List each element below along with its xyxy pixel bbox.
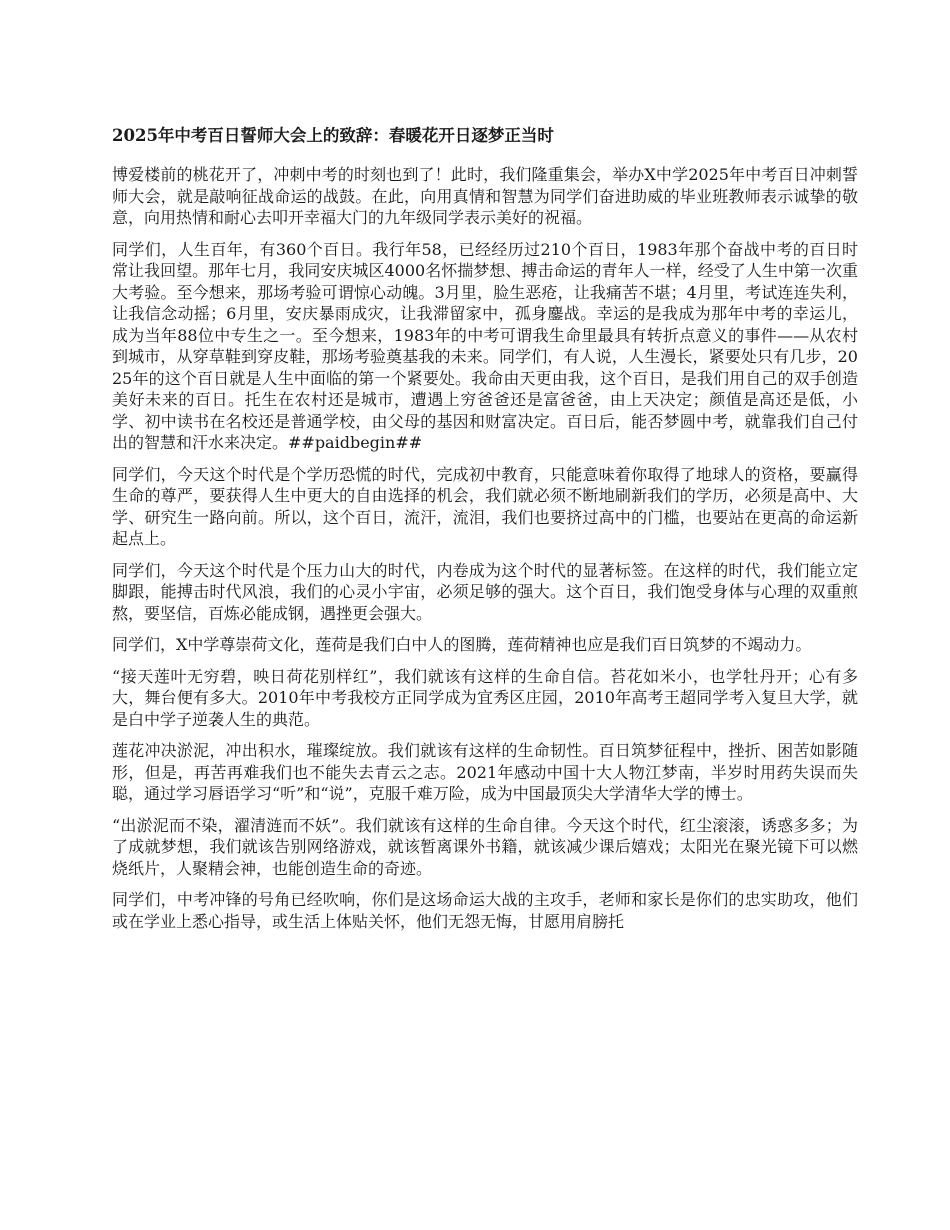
- paragraph-self-discipline: “出淤泥而不染，濯清涟而不妖”。我们就该有这样的生命自律。今天这个时代，红尘滚滚，诱惑多多；为了成就梦想，我们就该告别网络游戏，就该暂离课外书籍，就该减少课后嬉戏；太阳光在聚光镜下可以燃烧纸片，人聚精会神，也能创造生命的奇迹。: [112, 815, 858, 878]
- document-page: [112, 124, 858, 942]
- paragraph-call-to-action: 同学们，中考冲锋的号角已经吹响，你们是这场命运大战的主攻手，老师和家长是你们的忠实助攻，他们或在学业上悉心指导，或生活上体贴关怀，他们无怨无悔，甘愿用肩膀托: [112, 890, 858, 931]
- paragraph-self-confidence: “接天莲叶无穷碧，映日荷花别样红”，我们就该有这样的生命自信。苔花如米小，也学牡丹开；心有多大，舞台便有多大。2010年中考我校方正同学成为宜秀区庄园，2010年高考王超同学考入复旦大学，就是白中学子逆袭人生的典范。: [112, 666, 858, 729]
- paragraph-education-era: 同学们，今天这个时代是个学历恐慌的时代，完成初中教育，只能意味着你取得了地球人的资格，要赢得生命的尊严，要获得人生中更大的自由选择的机会，我们就必须不断地刷新我们的学历，必须是高中、大学、研究生一路向前。所以，这个百日，流汗，流泪，我们也要挤过高中的门槛，也要站在更高的命运新起点上。: [112, 464, 858, 548]
- paragraph-personal-story: 同学们，人生百年，有360个百日。我行年58，已经经历过210个百日，1983年那个奋战中考的百日时常让我回望。那年七月，我同安庆城区4000名怀揣梦想、搏击命运的青年人一样，经受了人生中第一次重大考验。至今想来，那场考验可谓惊心动魄。3月里，脸生恶疮，让我痛苦不堪；4月里，考试连连失利，让我信念动摇；6月里，安庆暴雨成灾，让我滞留家中，孤身鏖战。幸运的是我成为那年中考的幸运儿，成为当年88位中专生之一。至今想来，1983年的中考可谓我生命里最具有转折点意义的事件——从农村到城市，从穿草鞋到穿皮鞋，那场考验奠基我的未来。同学们，有人说，人生漫长，紧要处只有几步，2025年的这个百日就是人生中面临的第一个紧要处。我命由天更由我，这个百日，是我们用自己的双手创造美好未来的百日。托生在农村还是城市，遭遇上穷爸爸还是富爸爸，由上天决定；颜值是高还是低，小学、初中读书在名校还是普通学校，由父母的基因和财富决定。百日后，能否梦圆中考，就靠我们自己付出的智慧和汗水来决定。##paidbegin##: [112, 239, 858, 452]
- paragraph-lotus-culture: 同学们，X中学尊崇荷文化，莲荷是我们白中人的图腾，莲荷精神也应是我们百日筑梦的不竭动力。: [112, 635, 812, 654]
- paragraph-resilience: 莲花冲决淤泥，冲出积水，璀璨绽放。我们就该有这样的生命韧性。百日筑梦征程中，挫折、困苦如影随形，但是，再苦再难我们也不能失去青云之志。2021年感动中国十大人物江梦南，半岁时用药失误而失聪，通过学习唇语学习“听”和“说”，克服千难万险，成为中国最顶尖大学清华大学的博士。: [112, 741, 858, 803]
- paragraph-pressure-era: 同学们，今天这个时代是个压力山大的时代，内卷成为这个时代的显著标签。在这样的时代，我们能立定脚跟，能搏击时代风浪，我们的心灵小宇宙，必须足够的强大。这个百日，我们饱受身体与心理的双重煎熬，要坚信，百炼必能成钢，遇挫更会强大。: [112, 560, 858, 623]
- paragraph-intro: 博爱楼前的桃花开了，冲刺中考的时刻也到了！此时，我们隆重集会，举办X中学2025年中考百日冲刺誓师大会，就是敲响征战命运的战鼓。在此，向用真情和智慧为同学们奋进助威的毕业班教师表示诚挚的敬意，向用热情和耐心去叩开幸福大门的九年级同学表示美好的祝福。: [112, 165, 858, 227]
- document-title: 2025年中考百日誓师大会上的致辞：春暖花开日逐梦正当时: [112, 126, 554, 145]
